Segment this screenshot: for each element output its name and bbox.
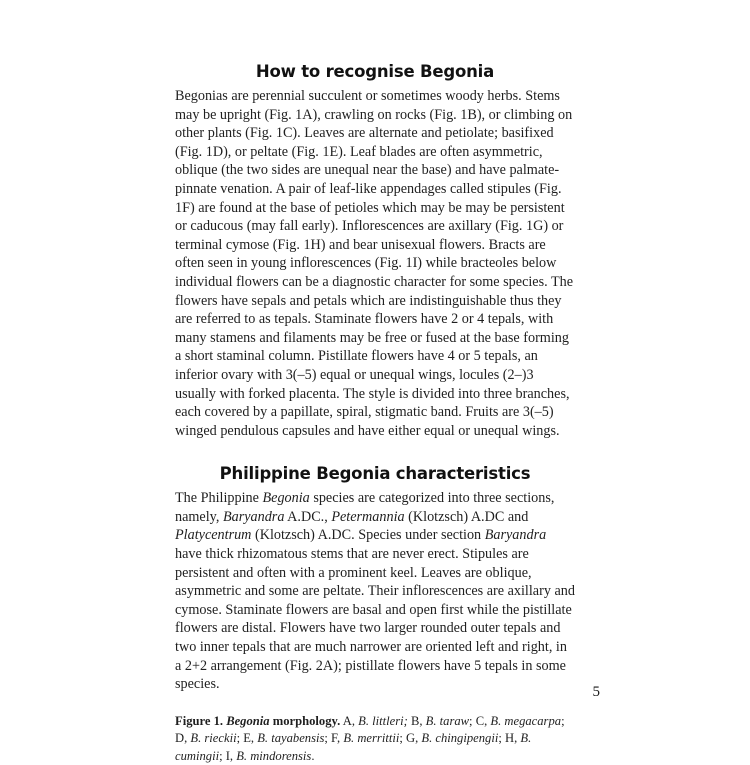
caption-letter: ; C,	[469, 713, 491, 728]
caption-end: .	[311, 748, 315, 763]
section-2-paragraph	[175, 489, 575, 694]
page-content	[175, 62, 575, 765]
section-1-paragraph: Begonias are perennial succulent or sometimes woody herbs. Stems may be upright (Fig. 1A), crawling on rocks (Fig. 1B), or climbing on other plants (Fig. 1C). Leaves are alternate and petiolate; basifixed (Fig. 1D), or peltate (Fig. 1E). Leaf blades are often asymmetric, oblique (the two sides are unequal near the base) and have palmate-pinnate venation. A pair of leaf-like appendages called stipules (Fig. 1F) are found at the base of petioles which may be may be persistent or caducous (may fall early). Inflorescences are axillary (Fig. 1G) or terminal cymose (Fig. 1H) and bear unisexual flowers. Bracts are often seen in young inflorescences (Fig. 1I) while bracteoles below individual flowers can be a diagnostic character for some species. The flowers have sepals and petals which are indistinguishable thus they are referred to as tepals. Staminate flowers have 2 or 4 tepals, with many stamens and filaments may be free or fused at the base forming a short staminal column. Pistillate flowers have 4 or 5 tepals, an inferior ovary with 3(–5) equal or unequal wings, locules (2–)3 usually with forked placenta. The style is divided into three branches, each covered by a papillate, spiral, stigmatic band. Fruits are 3(–5) winged pendulous capsules and have either equal or unequal wings.	[175, 88, 574, 439]
section-name-baryandra: Baryandra	[222, 508, 285, 525]
species-name: B. merrittii	[343, 731, 400, 746]
section-how-to-recognise	[175, 62, 575, 440]
caption-letter: ; H,	[498, 731, 521, 746]
section-philippine-characteristics	[175, 464, 575, 694]
page-number: 5	[592, 684, 600, 700]
species-name: B. tayabensis	[257, 731, 325, 746]
figure-genus: Begonia	[226, 713, 270, 728]
caption-letter: A,	[340, 713, 359, 728]
section-name-petermannia: Petermannia	[331, 508, 405, 525]
section-name-baryandra-2: Baryandra	[484, 527, 547, 544]
figure-label: Figure 1.	[175, 713, 227, 728]
caption-letter: ; D,	[175, 713, 565, 746]
section-1-heading: How to recognise Begonia	[255, 62, 495, 81]
species-name: B. taraw	[425, 713, 470, 728]
species-name: B. megacarpa	[490, 713, 562, 728]
caption-letter: ; G,	[399, 731, 422, 746]
species-name: B. mindorensis	[236, 748, 312, 763]
species-name: B. chingipengii	[421, 731, 499, 746]
text-run: A.DC.,	[284, 508, 332, 525]
species-name: B. rieckii	[190, 731, 237, 746]
caption-letter: ; E,	[236, 731, 258, 746]
text-run: (Klotzsch) A.DC. Species under section	[251, 527, 485, 544]
text-run: have thick rhizomatous stems that are never erect. Stipules are persistent and often with a prominent keel. Leaves are oblique, asymmetric and some are peltate. Their inflorescences are axillary and cymose. Staminate flowers are basal and open first while the pistillate flowers are distal. Flowers have two larger rounded outer tepals and two inner tepals that are much narrower are oriented left and right, in a 2+2 arrangement (Fig. 2A); pistillate flowers have 5 tepals in some species.	[175, 546, 575, 693]
text-run: The Philippine	[175, 490, 263, 507]
caption-letter: B,	[407, 713, 426, 728]
section-2-heading: Philippine Begonia characteristics	[219, 464, 531, 484]
text-run: (Klotzsch) A.DC and	[404, 508, 529, 525]
species-name: B. cumingii	[175, 731, 532, 763]
caption-letter: ; I,	[219, 748, 237, 763]
figure-caption	[175, 713, 575, 765]
caption-letter: ; F,	[324, 731, 344, 746]
text-run: species are categorized into three sections, namely,	[175, 490, 555, 525]
species-name: B. littleri;	[358, 713, 408, 728]
figure-title: morphology.	[269, 713, 341, 728]
section-name-platycentrum: Platycentrum	[175, 527, 252, 544]
genus-name: Begonia	[262, 490, 310, 507]
